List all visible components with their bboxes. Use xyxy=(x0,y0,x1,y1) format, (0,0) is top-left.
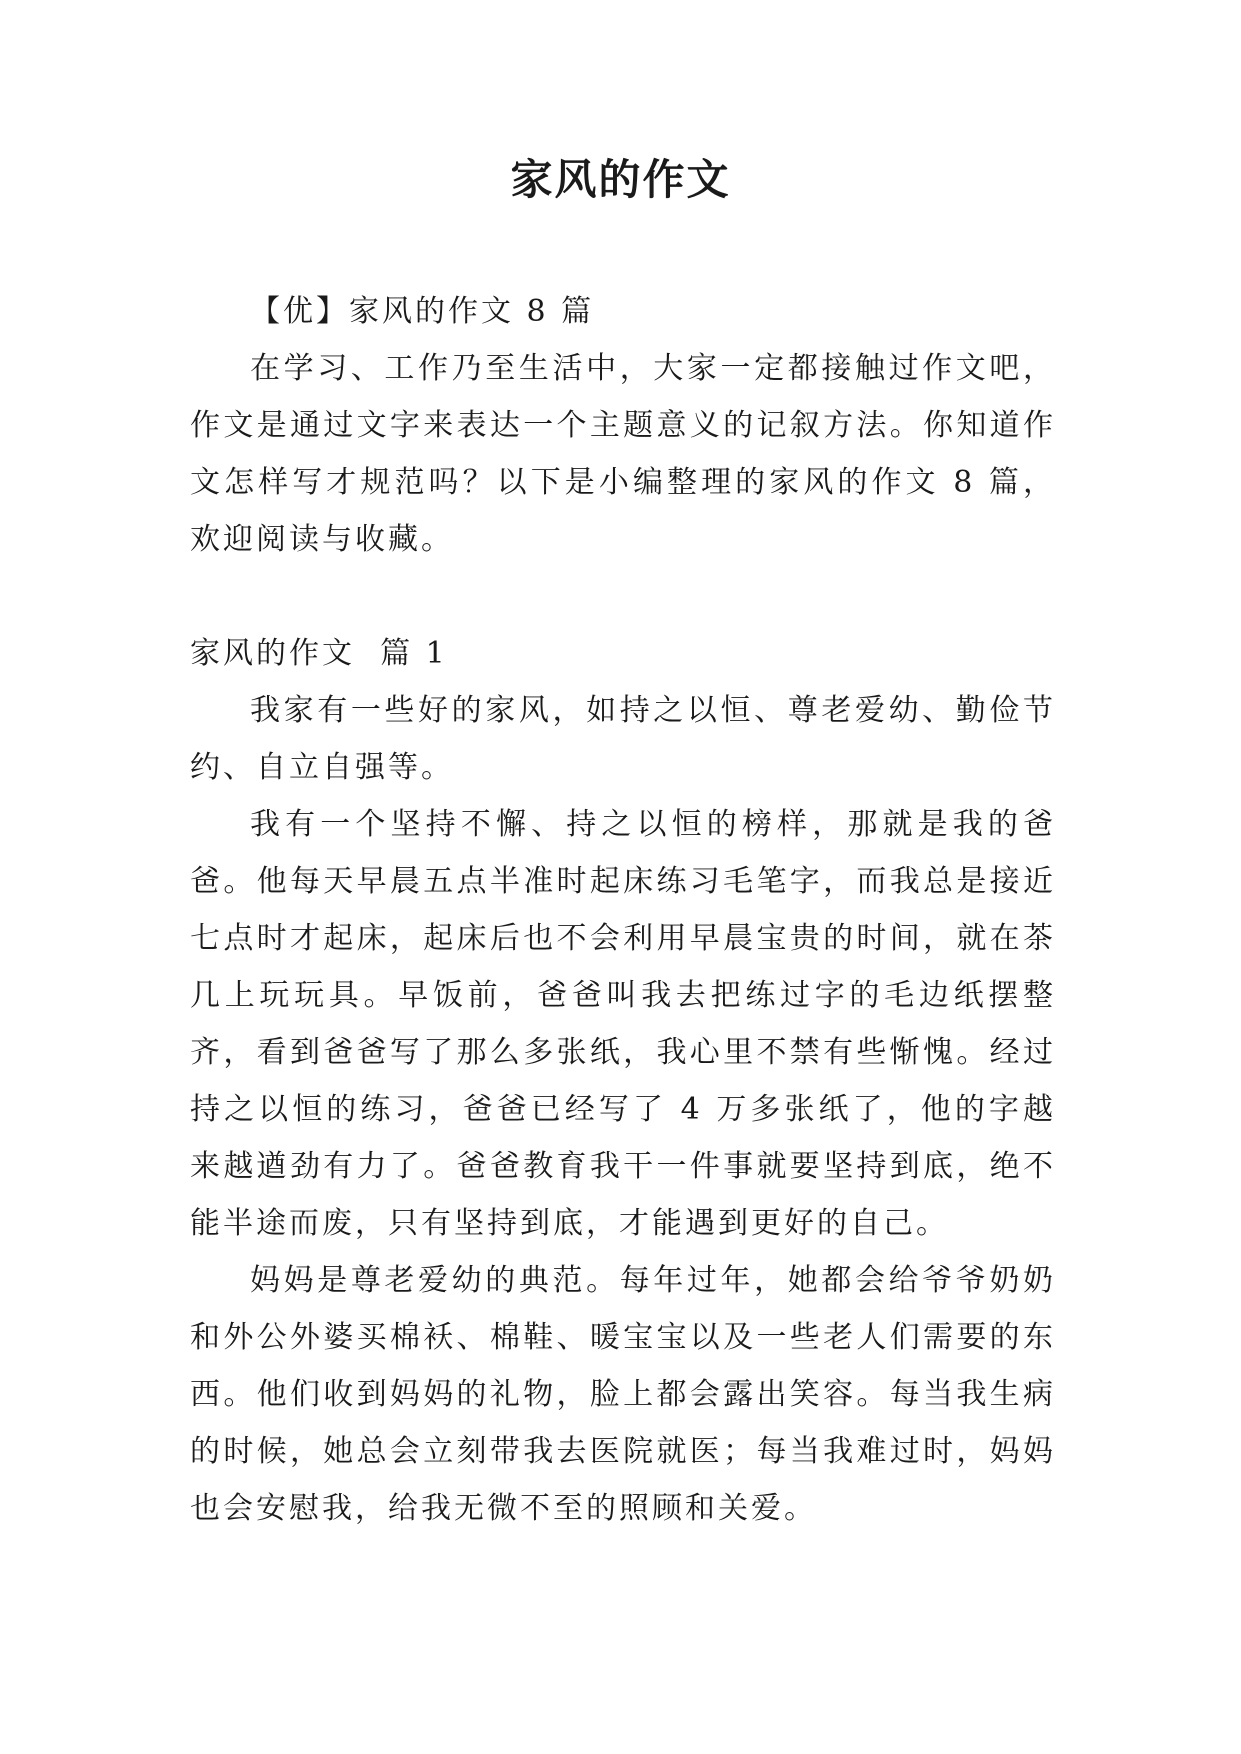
intro-paragraph: 在学习、工作乃至生活中，大家一定都接触过作文吧，作文是通过文字来表达一个主题意义的记叙方法。你知道作文怎样写才规范吗？以下是小编整理的家风的作文 8 篇，欢迎阅读与收藏。 xyxy=(190,351,1056,557)
document-subtitle: 【优】家风的作文 8 篇 xyxy=(250,294,595,329)
body-paragraph: 我有一个坚持不懈、持之以恒的榜样，那就是我的爸爸。他每天早晨五点半准时起床练习毛笔字，而我总是接近七点时才起床，起床后也不会利用早晨宝贵的时间，就在茶几上玩玩具。早饭前，爸爸叫我去把练过字的毛边纸摆整齐，看到爸爸写了那么多张纸，我心里不禁有些惭愧。经过持之以恒的练习，爸爸已经写了 4 万多张纸了，他的字越来越遒劲有力了。爸爸教育我干一件事就要坚持到底，绝不能半途而废，只有坚持到底，才能遇到更好的自己。 xyxy=(190,807,1056,1241)
body-paragraph: 我家有一些好的家风，如持之以恒、尊老爱幼、勤俭节约、自立自强等。 xyxy=(190,693,1056,785)
document-body xyxy=(190,283,1056,1537)
section-heading: 家风的作文 篇 1 xyxy=(190,636,448,671)
document-title: 家风的作文 xyxy=(510,155,731,204)
body-paragraph: 妈妈是尊老爱幼的典范。每年过年，她都会给爷爷奶奶和外公外婆买棉袄、棉鞋、暖宝宝以及一些老人们需要的东西。他们收到妈妈的礼物，脸上都会露出笑容。每当我生病的时候，她总会立刻带我去医院就医；每当我难过时，妈妈也会安慰我，给我无微不至的照顾和关爱。 xyxy=(190,1263,1056,1526)
